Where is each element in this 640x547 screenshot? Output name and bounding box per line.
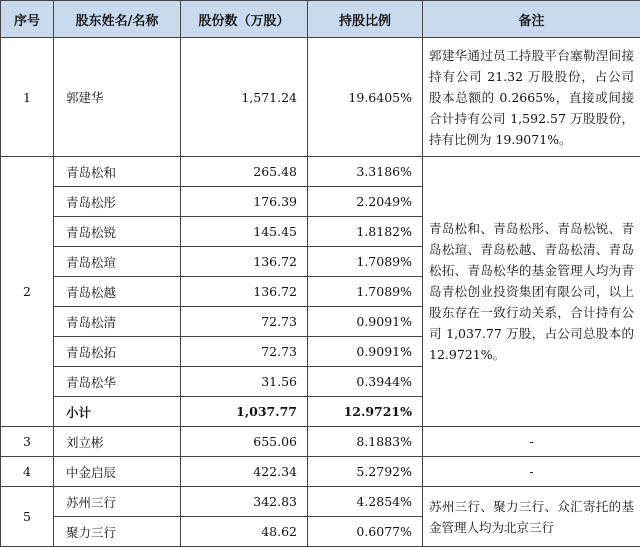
shareholder-name: 苏州三行 [54,487,181,517]
share-ratio: 0.9091% [308,307,423,337]
table-row [1,487,640,517]
remark: 郭建华通过员工持股平台塞勒涅间接持有公司 21.32 万股股份，占公司股本总额的 0.2665%，直接或间接合计持有公司 1,592.57 万股股份，持有比例为 19.9071%。 [423,38,640,157]
header-note: 备注 [423,1,640,38]
shareholder-name: 刘立彬 [54,427,181,457]
table-row [1,457,640,487]
row-index: 3 [1,427,54,457]
subtotal-label: 小计 [54,397,181,427]
share-ratio: 1.8182% [308,217,423,247]
share-count: 176.39 [181,187,308,217]
share-count: 31.56 [181,367,308,397]
table-header-row [1,1,640,38]
share-count: 136.72 [181,277,308,307]
share-count: 265.48 [181,157,308,187]
shareholder-name: 青岛松越 [54,277,181,307]
header-name: 股东姓名/名称 [54,1,181,38]
share-ratio: 4.2854% [308,487,423,517]
row-index: 1 [1,38,54,157]
remark: - [423,427,640,457]
share-count: 655.06 [181,427,308,457]
share-ratio: 1.7089% [308,277,423,307]
share-count: 136.72 [181,247,308,277]
subtotal-ratio: 12.9721% [308,397,423,427]
header-index: 序号 [1,1,54,38]
share-ratio: 0.6077% [308,517,423,547]
shareholder-name: 聚力三行 [54,517,181,547]
share-ratio: 19.6405% [308,38,423,157]
share-ratio: 2.2049% [308,187,423,217]
share-count: 342.83 [181,487,308,517]
share-count: 48.62 [181,517,308,547]
subtotal-shares: 1,037.77 [181,397,308,427]
share-count: 72.73 [181,307,308,337]
share-ratio: 0.3944% [308,367,423,397]
share-ratio: 0.9091% [308,337,423,367]
shareholder-name: 青岛松华 [54,367,181,397]
share-ratio: 5.2792% [308,457,423,487]
share-count: 422.34 [181,457,308,487]
row-index: 4 [1,457,54,487]
share-ratio: 3.3186% [308,157,423,187]
shareholder-name: 青岛松拓 [54,337,181,367]
table-row [1,157,640,187]
shareholder-name: 青岛松彤 [54,187,181,217]
row-index: 2 [1,157,54,427]
share-ratio: 1.7089% [308,247,423,277]
share-count: 1,571.24 [181,38,308,157]
shareholder-name: 青岛松和 [54,157,181,187]
header-ratio: 持股比例 [308,1,423,38]
share-count: 145.45 [181,217,308,247]
remark: - [423,457,640,487]
header-shares: 股份数（万股） [181,1,308,38]
shareholder-name: 青岛松瑄 [54,247,181,277]
shareholder-name: 青岛松清 [54,307,181,337]
share-count: 72.73 [181,337,308,367]
shareholder-name: 青岛松锐 [54,217,181,247]
share-ratio: 8.1883% [308,427,423,457]
row-index: 5 [1,487,54,547]
shareholder-name: 中金启辰 [54,457,181,487]
remark: 苏州三行、聚力三行、众汇寄托的基金管理人均为北京三行 [423,487,640,547]
table-row [1,427,640,457]
table-row [1,38,640,157]
remark: 青岛松和、青岛松彤、青岛松锐、青岛松瑄、青岛松越、青岛松清、青岛松拓、青岛松华的基金管理人均为青岛青松创业投资集团有限公司，以上股东存在一致行动关系，合计持有公司 1,037.77 万股，占公司总股本的 12.9721%。 [423,157,640,427]
shareholder-name: 郭建华 [54,38,181,157]
